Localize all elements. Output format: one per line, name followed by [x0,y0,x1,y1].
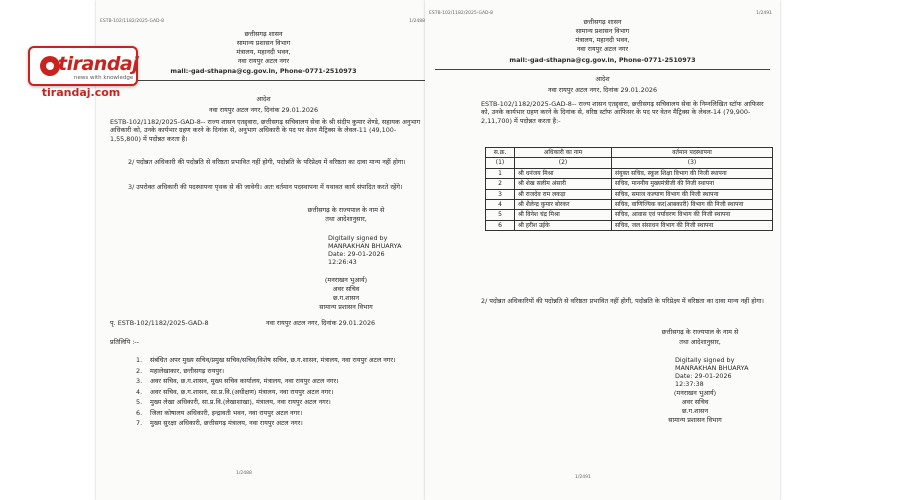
order-paragraph: 2/ पदोन्नत अधिकारियों की पदोन्नति से वरिष्ठता प्रभावित नहीं होगी, पदोन्नति के परिप्रेक्ष्य में वरिष्ठता का दावा मान्य नहीं होगा। [481,297,764,305]
page-footer: 1/2491 [575,475,591,480]
table-cell: सचिव, जल संसाधन विभाग की निजी स्थापना [612,220,773,230]
table-cell: श्री हरीश उईके [515,220,612,230]
table-cell: 2 [486,179,515,189]
table-row [486,200,773,210]
header-line: मंत्रालय, महानदी भवन, [236,48,291,56]
list-item: 2. महालेखाकार, छत्तीसगढ़ रायपुर। [136,366,225,375]
table-cell: 5 [486,210,515,220]
header-line: नवा रायपुर अटल नगर [576,45,629,53]
table-cell: (2) [515,158,612,168]
ref-header: ESTB-102/1182/2025-GAD-8 [429,11,493,16]
digital-signature: 12:26:43 [328,258,357,266]
copy-title: प्रतिलिपि :-- [110,338,140,346]
order-paragraph: ESTB-102/1182/2025-GAD-8-- राज्य शासन एतद्द्वारा, छत्तीसगढ़ सचिवालय सेवा के श्री संदीप कुमार शेण्डे, सहायक अनुभाग अधिकारी को, उनके कार्यभार ग्रहण करने के दिनांक से, अनुभाग अधिकारी के पद पर वेतन मैट्रिक्स के लेवल-11 (49,100-1,55,800) में पदोन्नत करता है। [110,118,421,143]
brand-logo [22,38,140,106]
table-index-row [486,158,773,168]
digital-signature: MANRAKHAN BHUARYA [328,242,402,250]
table-row [486,220,773,230]
column-header: स.क्र. [486,148,515,158]
digital-signature: Digitally signed by [328,234,388,242]
list-item: 3. अवर सचिव, छ.ग.शासन, मुख्य सचिव कार्यालय, मंत्रालय, नवा रायपुर अटल नगर। [136,377,339,385]
table-header-row [486,148,773,158]
governor-line: तथा आदेशानुसार, [325,215,367,223]
table-cell: संयुक्त सचिव, स्कूल शिक्षा विभाग की निजी स्थापना [612,168,773,178]
order-page-right [425,0,780,500]
signatory-post: सामान्य प्रशासन विभाग [668,416,722,424]
signatory-post: छ.ग.शासन [681,407,708,415]
table-cell: 6 [486,220,515,230]
table-cell: श्री राजदेव राम लकड़ा [515,189,612,199]
table-cell: सचिव, माननीय मुख्यमंत्रीजी की निजी स्थापना [612,179,773,189]
header-line: नवा रायपुर अटल नगर [237,57,290,65]
table-row [486,168,773,178]
order-paragraph: ESTB-102/1182/2025-GAD-8-- राज्य शासन एतद्द्वारा, छत्तीसगढ़ सचिवालय सेवा के निम्नलिखित स्टॉफ आफिसर को, उनके कार्यभार ग्रहण करने के दिनांक से, वरिष्ठ स्टॉफ आफिसर के पद पर वेतन मैट्रिक्स के लेवल-14 (79,900-2,11,700) में पदोन्नत करता है:- [481,100,764,125]
signatory-name: (मनराखन भुआर्य) [673,389,717,397]
table-cell: 1 [486,168,515,178]
divider [102,80,425,81]
logo-url: tirandaj.com [41,86,121,99]
table-cell: (3) [612,158,773,168]
logo-tagline: news with knowledge [74,75,134,81]
page-footer: 1/2488 [236,471,252,476]
order-paragraph: 3/ उपरोक्त अधिकारी की पदस्थापना पृथक से की जावेगी। अतः वर्तमान पदस्थापना में यथावत कार्य संपादित करते रहेंगे। [128,183,403,191]
table-cell: श्री शेख सलीम अंसारी [515,179,612,189]
page-number: 1/2488 [409,19,425,24]
contact-line: mail:-gad-sthapna@cg.gov.in, Phone-0771-2510973 [509,56,696,64]
digital-signature: Date: 29-01-2026 [328,250,385,258]
endorsement-number: पृ. ESTB-102/1182/2025-GAD-8 [110,319,209,327]
header-line: सामान्य प्रशासन विभाग [236,39,291,47]
endorsement-date: नवा रायपुर अटल नगर, दिनांक 29.01.2026 [266,319,376,327]
table-cell: 3 [486,189,515,199]
order-page-left [96,0,431,500]
order-title: आदेश [256,95,271,103]
governor-line: छत्तीसगढ़ के राज्यपाल के नाम से [661,328,739,336]
header-line: सामान्य प्रशासन विभाग [575,27,630,35]
table-cell: श्री विनेश चंद्र मिश्रा [515,210,612,220]
list-item: 5. मुख्य लेखा अधिकारी, सा.प्र.वि.(लेखाशाखा), मंत्रालय, नवा रायपुर अटल नगर। [136,398,331,406]
signatory-post: सामान्य प्रशासन विभाग [319,303,373,311]
digital-signature: Date: 29-01-2026 [675,372,732,380]
digital-signature: Digitally signed by [675,356,735,364]
copy-list [136,356,426,430]
governor-line: तथा आदेशानुसार, [679,338,721,346]
ref-header: ESTB-102/1182/2025-GAD-8 [100,19,164,24]
list-item: 1. संबंधित अपर मुख्य सचिव/प्रमुख सचिव/सचिव/विशेष सचिव, छ.ग.शासन, मंत्रालय, नवा रायपुर अटल नगर। [136,356,396,364]
column-header: वर्तमान पदस्थापना [612,148,773,158]
signatory-name: (मनराखन भुआर्य) [324,276,368,284]
table-cell: श्री शैलेन्द्र कुमार बोरकर [515,200,612,210]
table-row [486,210,773,220]
place-date: नवा रायपुर अटल नगर, दिनांक 29.01.2026 [208,106,319,114]
table-cell: 4 [486,200,515,210]
header-line: छत्तीसगढ़ शासन [244,30,283,38]
digital-signature: MANRAKHAN BHUARYA [675,364,749,372]
table-row [486,189,773,199]
table-cell: सचिव, समाज कल्याण विभाग की निजी स्थापना [612,189,773,199]
list-item: 7. मुख्य सुरक्षा अधिकारी, छत्तीसगढ़ मंत्रालय, नवा रायपुर अटल नगर। [136,419,303,427]
place-date: नवा रायपुर अटल नगर, दिनांक 29.01.2026 [547,86,658,94]
contact-line: mail:-gad-sthapna@cg.gov.in, Phone-0771-2510973 [170,67,357,75]
page-number: 1/2491 [756,11,772,16]
table-cell: श्री धनंजय मिश्रा [515,168,612,178]
table-cell: सचिव, आवास एवं पर्यावरण विभाग की निजी स्थापना [612,210,773,220]
divider [435,69,770,70]
logo-name: tirandaj [58,53,139,75]
order-paragraph: 2/ पदोन्नत अधिकारी की पदोन्नति से वरिष्ठता प्रभावित नहीं होगी, पदोन्नति के परिप्रेक्ष्य में वरिष्ठता का दावा मान्य नहीं होगा। [128,158,406,166]
officers-table [485,147,773,231]
logo-mark-icon [40,56,60,76]
header-line: छत्तीसगढ़ शासन [583,18,622,26]
order-title: आदेश [595,75,610,83]
table-cell: (1) [486,158,515,168]
governor-line: छत्तीसगढ़ के राज्यपाल के नाम से [307,206,385,214]
signatory-post: छ.ग.शासन [332,294,359,302]
logo-badge [28,46,138,86]
signatory-post: अवर सचिव [681,398,709,406]
signatory-post: अवर सचिव [332,285,360,293]
list-item: 4. अवर सचिव, छ.ग.शासन, सा.प्र.वि.(अधीक्षण) मंत्रालय, नवा रायपुर अटल नगर। [136,387,334,396]
list-item: 6. जिला कोषालय अधिकारी, इन्द्रावती भवन, नवा रायपुर अटल नगर। [136,408,303,417]
digital-signature: 12:37:38 [675,380,704,388]
column-header: अधिकारी का नाम [515,148,612,158]
table-row [486,179,773,189]
table-cell: सचिव, वाणिज्यिक कर(आबकारी) विभाग की निजी स्थापना [612,200,773,210]
header-line: मंत्रालय, महानदी भवन, [575,36,630,44]
